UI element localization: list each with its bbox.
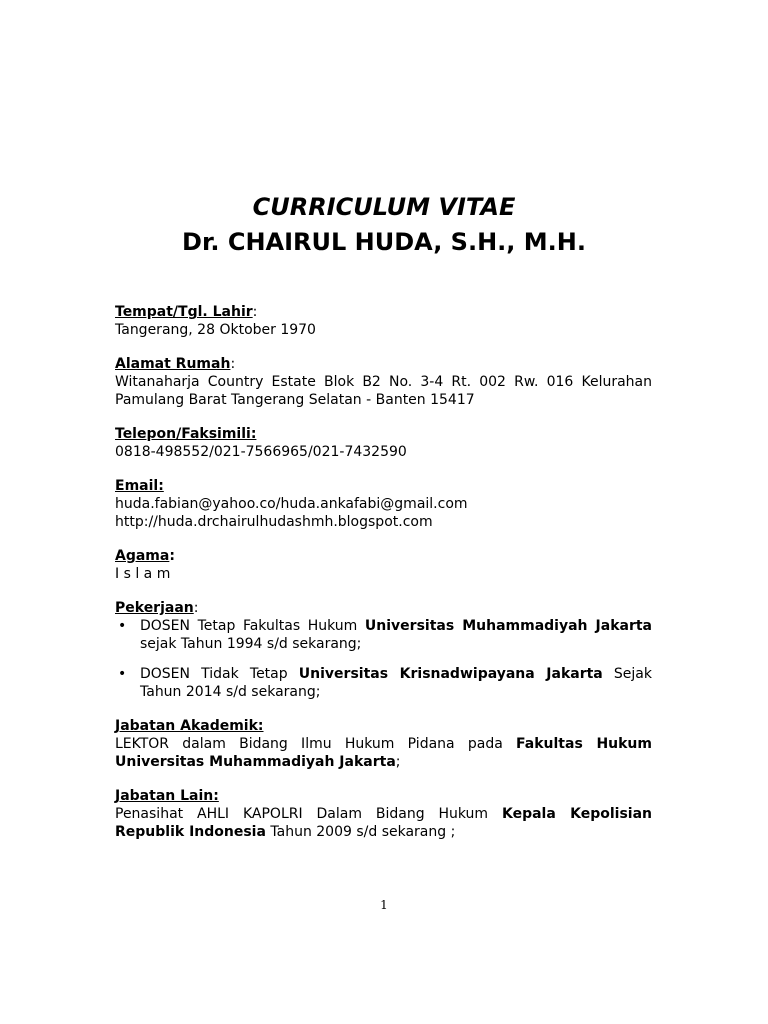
academic-line-2 (115, 753, 652, 771)
job-text: DOSEN Tidak Tetap (140, 666, 299, 682)
jobs-label-colon: : (193, 600, 199, 616)
email-value: huda.fabian@yahoo.co/huda.ankafabi@gmail.com (115, 496, 468, 512)
section-academic (115, 717, 652, 771)
birth-value: Tangerang, 28 Oktober 1970 (115, 322, 316, 338)
section-heading (115, 547, 652, 565)
section-birth (115, 303, 652, 339)
section-heading (115, 355, 652, 373)
person-name: Dr. CHAIRUL HUDA, S.H., M.H. (182, 228, 586, 256)
section-heading (115, 303, 652, 321)
list-item (115, 665, 652, 701)
birth-label-colon: : (252, 304, 258, 320)
section-jobs (115, 599, 652, 701)
other-line-2 (115, 823, 652, 841)
document-title: CURRICULUM VITAE (252, 193, 516, 221)
job-line-2: Tahun 2014 s/d sekarang; (140, 684, 321, 700)
other-label: Jabatan Lain: (115, 788, 219, 804)
academic-university: Universitas Muhammadiyah Jakarta (115, 754, 396, 770)
other-institution-cont: Republik Indonesia (115, 824, 266, 840)
other-line-1 (115, 805, 652, 823)
blog-url: http://huda.drchairulhudashmh.blogspot.com (115, 514, 433, 530)
religion-label: Agama (115, 548, 170, 564)
address-line-2: Pamulang Barat Tangerang Selatan - Banten 15417 (115, 392, 475, 408)
job-line-1 (140, 617, 652, 635)
section-email (115, 477, 652, 531)
section-heading (115, 425, 652, 443)
academic-faculty: Fakultas Hukum (516, 736, 652, 752)
phone-label: Telepon/Faksimili: (115, 426, 257, 442)
bullet-icon: • (118, 666, 127, 682)
academic-line-1 (115, 735, 652, 753)
section-religion (115, 547, 652, 583)
other-institution: Kepala Kepolisian (501, 806, 652, 822)
birth-label: Tempat/Tgl. Lahir (115, 304, 253, 320)
section-address (115, 355, 652, 409)
phone-value: 0818-498552/021-7566965/021-7432590 (115, 444, 407, 460)
other-text-suffix: Tahun 2009 s/d sekarang ; (265, 824, 456, 840)
job-institution: Universitas Muhammadiyah Jakarta (364, 618, 652, 634)
jobs-list (115, 617, 652, 701)
religion-value: I s l a m (115, 566, 171, 582)
section-heading (115, 477, 652, 495)
academic-text: LEKTOR dalam Bidang Ilmu Hukum Pidana pada (115, 736, 517, 752)
job-text-suffix: Sejak (602, 666, 652, 682)
job-text: DOSEN Tetap Fakultas Hukum (140, 618, 365, 634)
cv-content (115, 303, 652, 857)
job-line-2: sejak Tahun 1994 s/d sekarang; (140, 636, 362, 652)
job-institution: Universitas Krisnadwipayana Jakarta (298, 666, 603, 682)
address-label-colon: : (230, 356, 236, 372)
section-heading (115, 599, 652, 617)
address-line-1: Witanaharja Country Estate Blok B2 No. 3-4 Rt. 002 Rw. 016 Kelurahan (115, 374, 652, 390)
other-text: Penasihat AHLI KAPOLRI Dalam Bidang Hukum (115, 806, 502, 822)
academic-label: Jabatan Akademik: (115, 718, 264, 734)
section-heading (115, 717, 652, 735)
religion-label-colon: : (169, 548, 175, 564)
address-label: Alamat Rumah (115, 356, 231, 372)
bullet-icon: • (118, 618, 127, 634)
section-other-position (115, 787, 652, 841)
section-heading (115, 787, 652, 805)
academic-text-suffix: ; (395, 754, 401, 770)
email-label: Email: (115, 478, 164, 494)
job-line-1 (140, 665, 652, 683)
list-item (115, 617, 652, 653)
jobs-label: Pekerjaan (115, 600, 194, 616)
page-number: 1 (380, 898, 388, 912)
section-phone (115, 425, 652, 461)
